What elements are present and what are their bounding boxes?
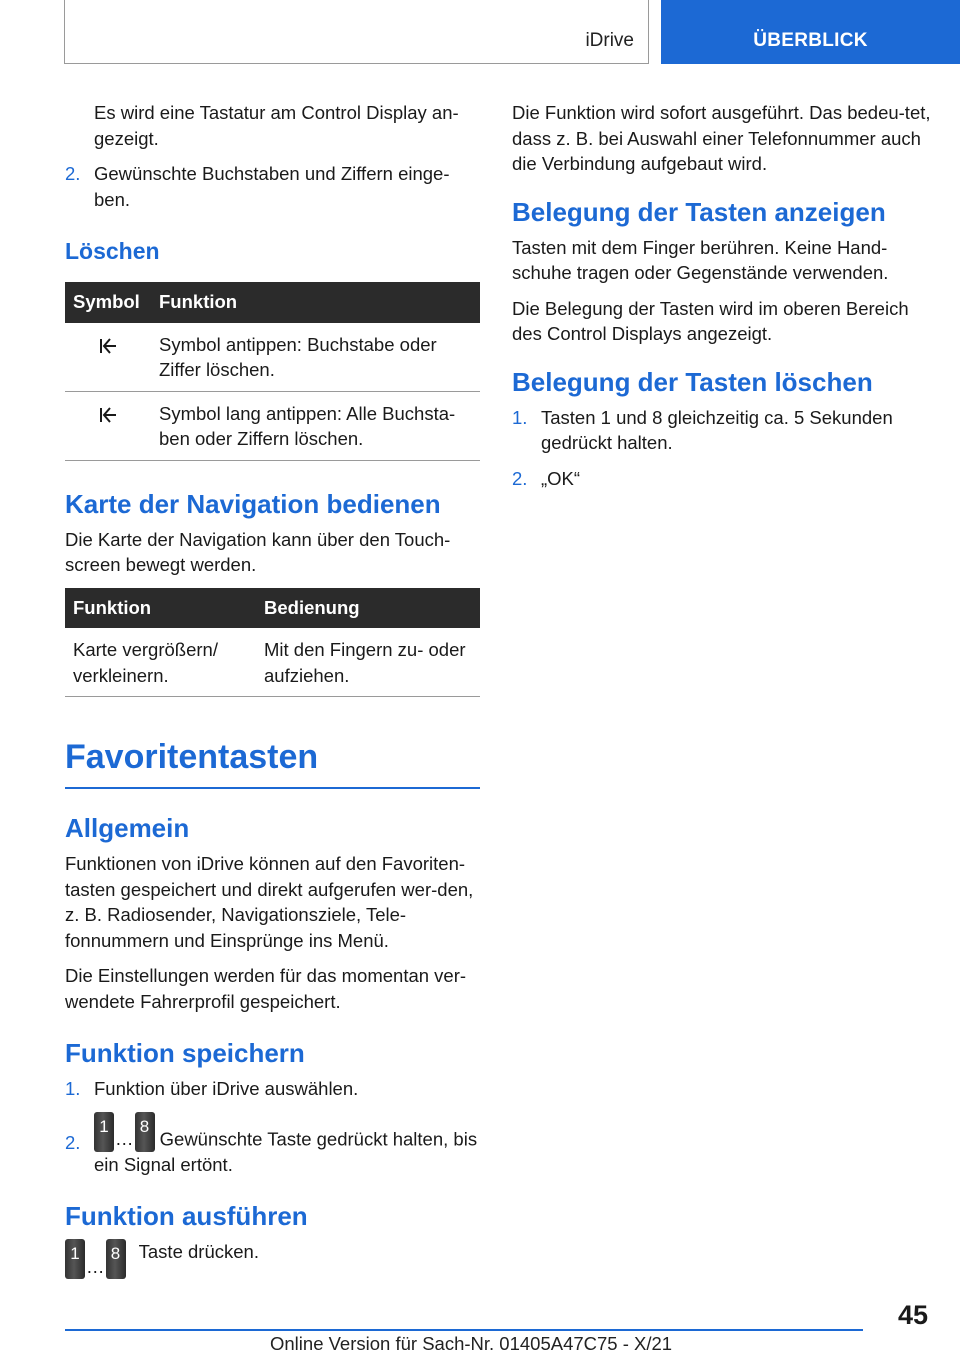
anzeigen-p1: Tasten mit dem Finger berühren. Keine Hand-schuhe tragen oder Gegenstände verwenden. (512, 236, 889, 283)
header-section-label: iDrive (585, 30, 634, 51)
footer-divider (65, 1329, 863, 1331)
section-title-ausfuehren: Funktion ausführen (65, 1201, 308, 1231)
table-header: Funktion (151, 282, 480, 323)
list-item: 2. 1…8 Gewünschte Taste gedrückt halten, bis ein Signal ertönt. (65, 1112, 480, 1178)
map-table (65, 588, 480, 698)
section-title-anzeigen: Belegung der Tasten anzeigen (512, 196, 886, 227)
favorite-key-8: 8 (135, 1112, 155, 1152)
table-header: Funktion (65, 588, 256, 629)
right-intro: Die Funktion wird sofort ausgeführt. Das bedeu-tet, dass z. B. bei Auswahl einer Telefonnummer auch die Verbindung aufgebaut wird. (512, 102, 931, 174)
list-item: 2. Gewünschte Buchstaben und Ziffern einge-ben. (65, 163, 450, 210)
favorite-key-1: 1 (94, 1112, 114, 1152)
section-title-speichern: Funktion speichern (65, 1038, 305, 1068)
favorite-key-1: 1 (65, 1239, 85, 1279)
backspace-icon (99, 405, 117, 425)
section-title-loeschen: Löschen (65, 238, 160, 264)
allgemein-p2: Die Einstellungen werden für das momentan ver-wendete Fahrerprofil gespeichert. (65, 965, 467, 1012)
list-item: 2. „OK“ (512, 467, 581, 489)
header-tab[interactable] (661, 0, 960, 64)
table-header: Bedienung (256, 588, 480, 629)
section-title-tasten-loeschen: Belegung der Tasten löschen (512, 366, 873, 397)
anzeigen-p2: Die Belegung der Tasten wird im oberen Bereich des Control Displays angezeigt. (512, 297, 909, 344)
karte-text: Die Karte der Navigation kann über den Touch-screen bewegt werden. (65, 528, 451, 575)
footer-text: Online Version für Sach-Nr. 01405A47C75 - X/21 (270, 1333, 673, 1354)
header-tab-label: ÜBERBLICK (753, 30, 868, 51)
left-column: Es wird eine Tastatur am Control Display an-gezeigt. 2. Gewünschte Buchstaben und Ziffern einge-ben. Löschen Symbol Funktion Symbol antippen: Buchstabe oder Ziffer löschen. Symbol lang antippen: Alle Buchsta-ben oder Ziffern löschen. Karte der Navigation bedienen Die Karte der Navigation kann über den Touch-screen bewegt werden. Funktion Bedienung Karte vergrößern/ verkleinern. Mit den Fingern zu- oder aufziehen. Favoritentasten Allgemein Funktionen von iDrive können auf den Favoriten-tasten gespeichert und direkt aufgerufen wer-den, z. B. Radiosender, Navigationsziele, Tele-fonnummern und Einsprünge ins Menü. Die Einstellungen werden für das momentan ver-wendete Fahrerprofil gespeichert. Funktion speichern 1. Funktion über iDrive auswählen. 2. 1…8 Gewünschte Taste gedrückt halten, bis ein Signal ertönt. Funktion ausführen 1…8 Taste drücken. (65, 100, 480, 1279)
favorite-key-8: 8 (106, 1239, 126, 1279)
section-title-allgemein: Allgemein (65, 813, 190, 843)
table-header: Symbol (65, 282, 151, 323)
table-row: Symbol lang antippen: Alle Buchsta-ben oder Ziffern löschen. (65, 391, 480, 460)
backspace-icon (99, 336, 117, 356)
allgemein-p1: Funktionen von iDrive können auf den Favoriten-tasten gespeichert und direkt aufgerufen wer-den, z. B. Radiosender, Navigationsziele, Tele-fonnummern und Einsprünge ins Menü. (65, 853, 474, 951)
right-column (512, 100, 932, 501)
chapter-title: Favoritentasten (65, 735, 480, 789)
ausfuehren-text: Taste drücken. (138, 1241, 259, 1262)
intro-text: Es wird eine Tastatur am Control Display an-gezeigt. (94, 102, 459, 149)
delete-table (65, 282, 480, 461)
table-row: Karte vergrößern/ verkleinern. Mit den Fingern zu- oder aufziehen. (65, 628, 480, 697)
list-item: 1. Tasten 1 und 8 gleichzeitig ca. 5 Sekunden gedrückt halten. (512, 406, 893, 453)
section-title-karte: Karte der Navigation bedienen (65, 488, 441, 519)
page-number: 45 (897, 1300, 928, 1330)
list-item: 1. Funktion über iDrive auswählen. (65, 1078, 359, 1099)
table-row: Symbol antippen: Buchstabe oder Ziffer löschen. (65, 323, 480, 392)
header-section-box (64, 0, 649, 64)
